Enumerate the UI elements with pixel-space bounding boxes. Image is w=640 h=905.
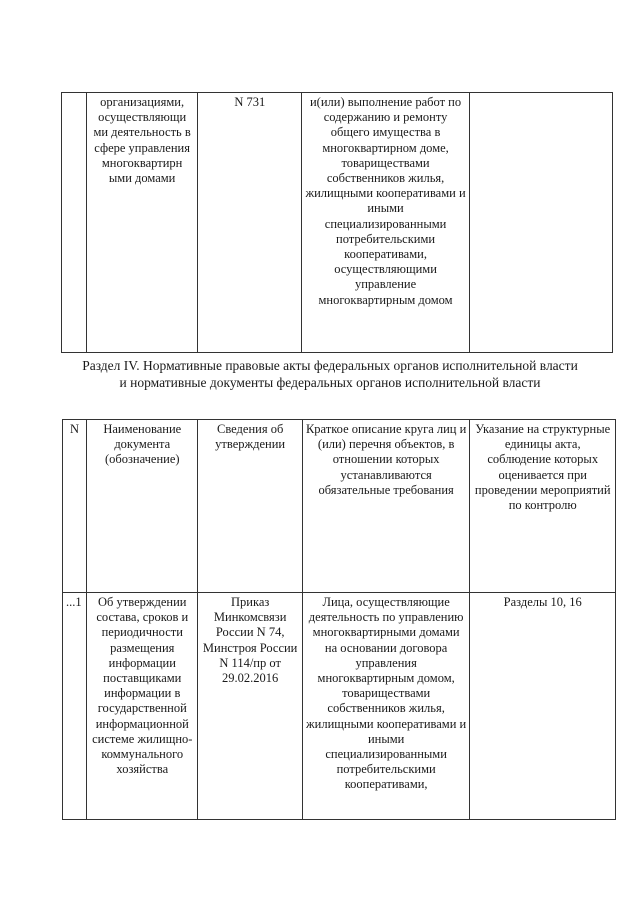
- top-cell-1: [62, 93, 87, 353]
- top-cell-approval-text: N 731: [234, 95, 266, 109]
- header-description: Краткое описание круга лиц и (или) перечня объектов, в отношении которых устанавливаются обязательные требования: [302, 420, 470, 593]
- row-units: Разделы 10, 16: [470, 593, 616, 820]
- top-cell-units: [469, 93, 612, 353]
- header-name: Наименование документа (обозначение): [87, 420, 198, 593]
- top-cell-description: [302, 93, 469, 353]
- header-number: N: [63, 420, 87, 593]
- top-table: [61, 92, 613, 353]
- row-approval: Приказ Минкомсвязи России N 74, Минстроя России N 114/пр от 29.02.2016: [198, 593, 302, 820]
- row-name: Об утверждении состава, сроков и периодичности размещения информации поставщиками информации в государственной информационной системе жилищно-коммунального хозяйства: [87, 593, 198, 820]
- acts-table: [62, 419, 616, 820]
- table-row: [62, 93, 613, 353]
- top-cell-description-text: и(или) выполнение работ по содержанию и ремонту общего имущества в многоквартирном доме, товариществами собственников жилья, жилищными кооперативами и иными специализированными потребительскими кооперативами, осуществляющими управление многоквартирным домом: [305, 95, 466, 307]
- top-cell-organizations-text: организациями, осуществляющи ми деятельность в сфере управления многоквартирн ыми домами: [93, 95, 191, 186]
- table-header-row: [63, 420, 616, 593]
- row-description: Лица, осуществляющие деятельность по управлению многоквартирными домами на основании договора управления многоквартирным домом, товариществами собственников жилья, жилищными кооперативами и иными специализированными потребительскими кооперативами,: [302, 593, 470, 820]
- row-number: ...1: [63, 593, 87, 820]
- top-cell-organizations: [87, 93, 198, 353]
- table-row: [63, 593, 616, 820]
- top-cell-approval: [198, 93, 302, 353]
- header-approval: Сведения об утверждении: [198, 420, 302, 593]
- section-heading: Раздел IV. Нормативные правовые акты федеральных органов исполнительной власти и нормативные документы федеральных органов исполнительной власти: [82, 358, 578, 390]
- header-units: Указание на структурные единицы акта, соблюдение которых оценивается при проведении мероприятий по контролю: [470, 420, 616, 593]
